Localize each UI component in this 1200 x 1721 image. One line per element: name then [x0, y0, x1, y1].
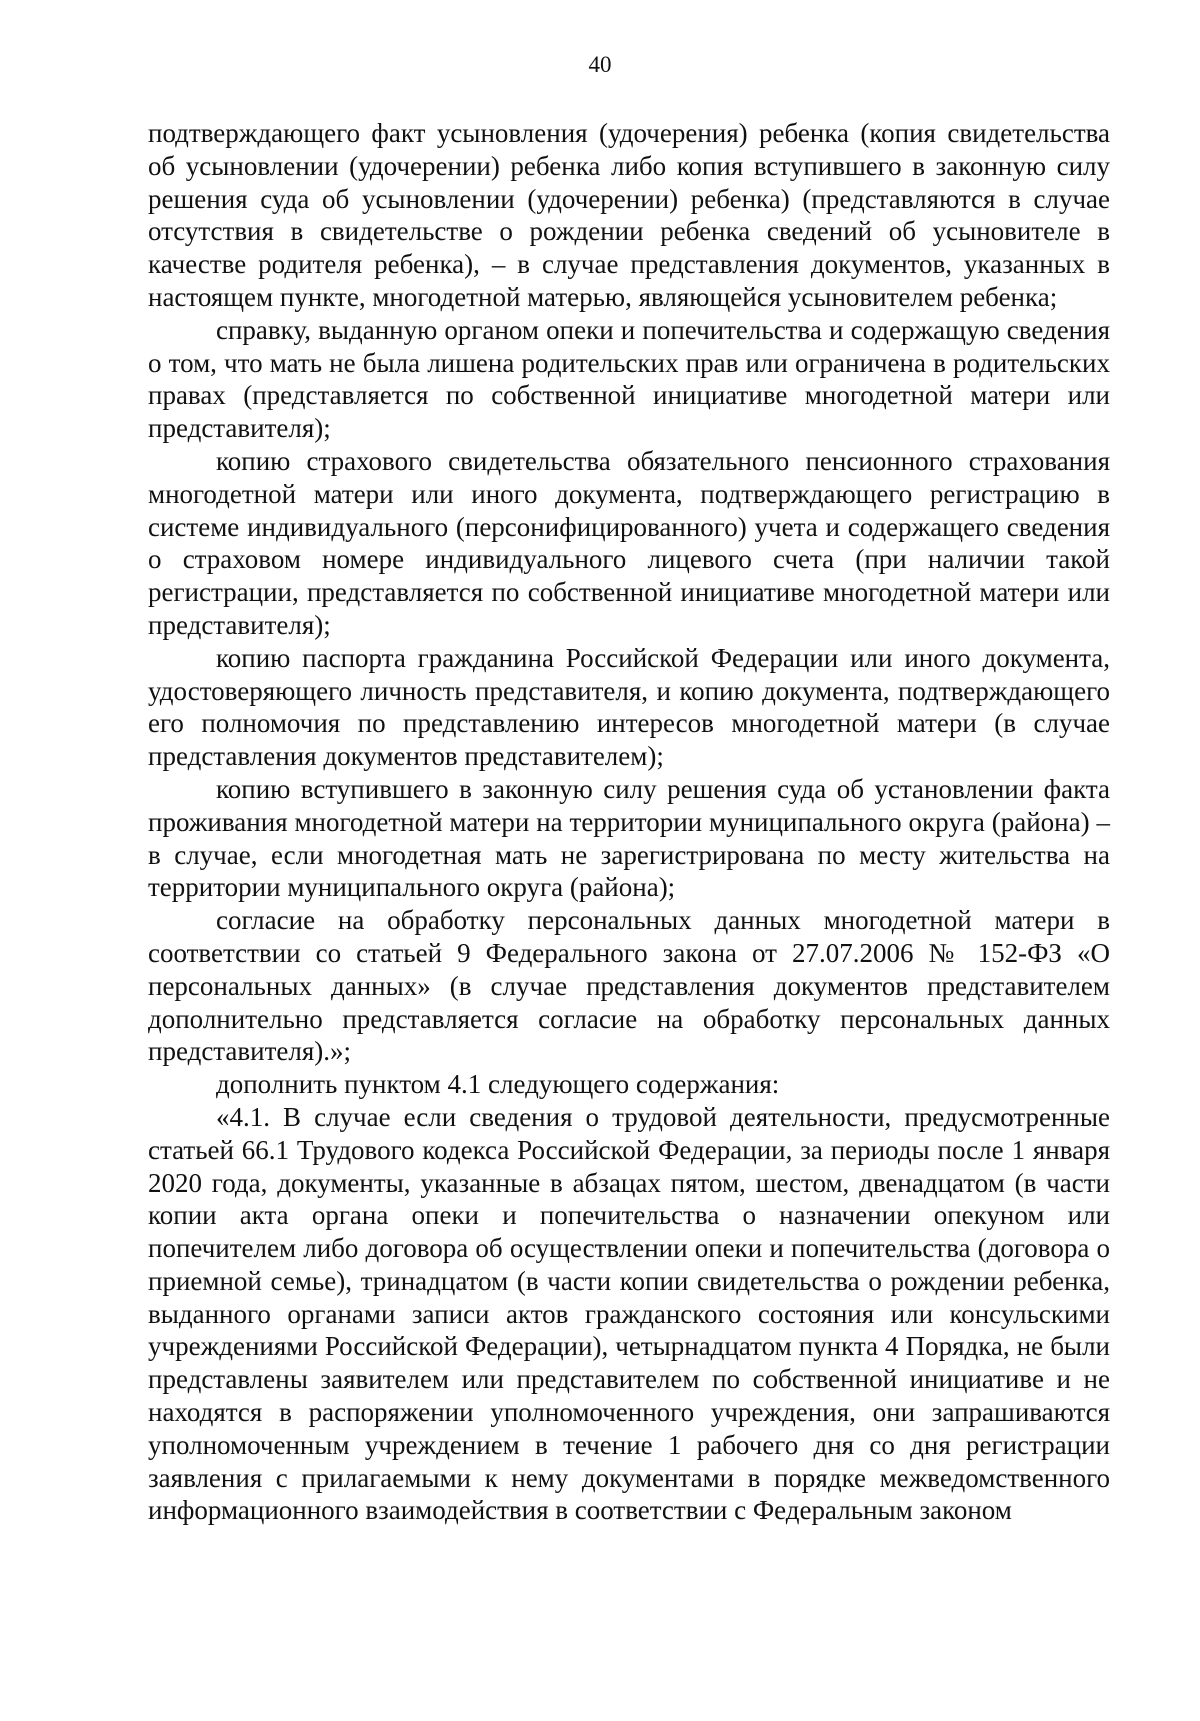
paragraph-court-decision-residence: копию вступившего в законную силу решения суда об установлении факта проживания многодетной матери на территории муниципального округа (района) – в случае, если многодетная мать не зарегистрирована по месту жительства на территории муниципального округа (района);	[148, 773, 1110, 903]
paragraph-clause-4-1: «4.1. В случае если сведения о трудовой деятельности, предусмотренные статьей 66.1 Трудового кодекса Российской Федерации, за периоды после 1 января 2020 года, документы, указанные в абзацах пятом, шестом, двенадцатом (в части копии акта органа опеки и попечительства о назначении опекуном или попечителем либо договора об осуществлении опеки и попечительства (договора о приемной семье), тринадцатом (в части копии свидетельства о рождении ребенка, выданного органами записи актов гражданского состояния или консульскими учреждениями Российской Федерации), четырнадцатом пункта 4 Порядка, не были представлены заявителем или представителем по собственной инициативе и не находятся в распоряжении уполномоченного учреждения, они запрашиваются уполномоченным учреждением в течение 1 рабочего дня со дня регистрации заявления с прилагаемыми к нему документами в порядке межведомственного информационного взаимодействия в соответствии с Федеральным законом	[148, 1101, 1110, 1526]
paragraph-personal-data-consent: согласие на обработку персональных данных многодетной матери в соответствии со статьей 9 Федерального закона от 27.07.2006 № 152-ФЗ «О персональных данных» (в случае представления документов представителем дополнительно представляется согласие на обработку персональных данных представителя).»;	[148, 905, 1110, 1067]
paragraph-representative-passport: копию паспорта гражданина Российской Федерации или иного документа, удостоверяющего личность представителя, и копию документа, подтверждающего его полномочия по представлению интересов многодетной матери (в случае представления документов представителем);	[148, 642, 1110, 772]
document-body	[148, 117, 1110, 1527]
paragraph-pension-insurance: копию страхового свидетельства обязательного пенсионного страхования многодетной матери или иного документа, подтверждающего регистрацию в системе индивидуального (персонифицированного) учета и содержащего сведения о страховом номере индивидуального лицевого счета (при наличии такой регистрации, представляется по собственной инициативе многодетной матери или представителя);	[148, 445, 1110, 640]
page-number: 40	[588, 52, 612, 77]
paragraph-guardianship-certificate: справку, выданную органом опеки и попечительства и содержащую сведения о том, что мать не была лишена родительских прав или ограничена в родительских правах (представляется по собственной инициативе многодетной матери или представителя);	[148, 314, 1110, 444]
paragraph-add-clause: дополнить пунктом 4.1 следующего содержания:	[216, 1069, 780, 1100]
paragraph-continuation: подтверждающего факт усыновления (удочерения) ребенка (копия свидетельства об усыновлении (удочерении) ребенка либо копия вступившего в законную силу решения суда об усыновлении (удочерении) ребенка) (представляются в случае отсутствия в свидетельстве о рождении ребенка сведений об усыновителе в качестве родителя ребенка), – в случае представления документов, указанных в настоящем пункте, многодетной матерью, являющейся усыновителем ребенка;	[148, 118, 1110, 312]
